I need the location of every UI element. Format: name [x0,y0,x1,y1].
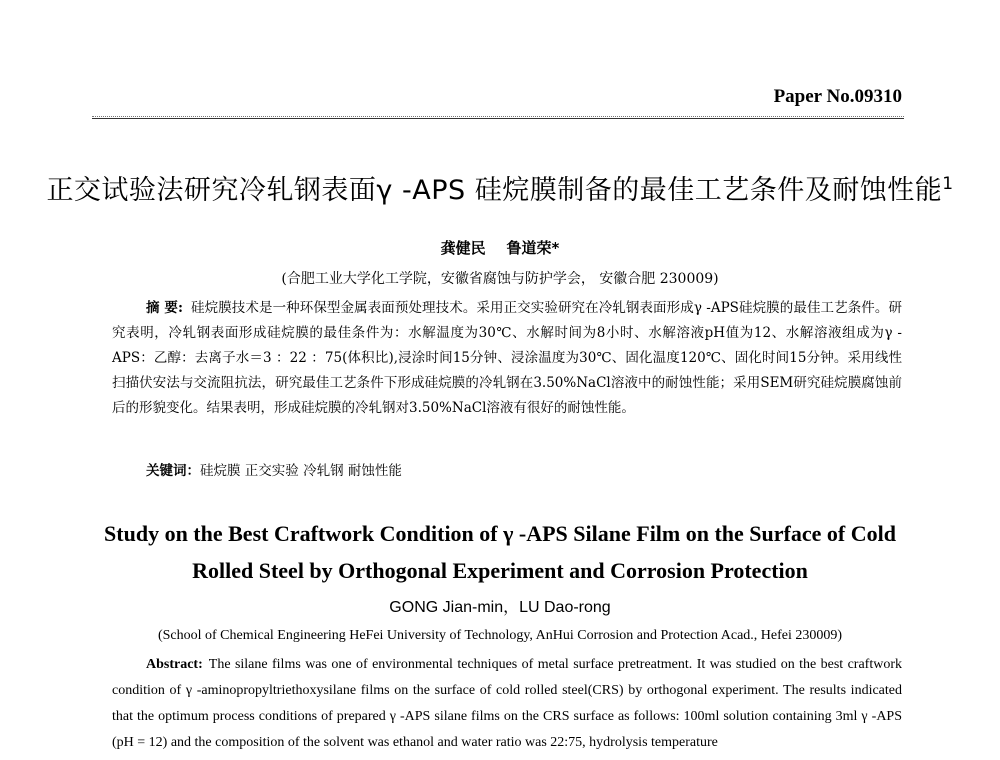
cn-keywords-label: 关键词： [146,463,200,479]
en-authors: GONG Jian-min，LU Dao-rong [389,599,611,616]
cn-abstract-label: 摘 要: [146,300,183,316]
en-title [0,515,1000,589]
en-abstract-label: Abstract: [146,657,203,672]
en-title-line-1: Study on the Best Craftwork Condition of γ -APS Silane Film on the Surface of Cold [104,521,896,546]
cn-keywords-text: 硅烷膜 正交实验 冷轧钢 耐蚀性能 [200,463,402,479]
cn-authors: 龚健民 鲁道荣* [440,239,560,257]
cn-keywords [146,459,402,479]
header-divider [92,118,904,119]
cn-abstract [112,296,902,421]
en-affiliation: (School of Chemical Engineering HeFei University of Technology, AnHui Corrosion and Protection Acad., Hefei 230009) [157,628,843,643]
en-abstract-text: The silane films was one of environmental techniques of metal surface pretreatment. It was studied on the best craftwork condition of γ -aminopropyltriethoxysilane films on the surface of cold rolled steel(CRS) by orthogonal experiment. The results indicated that the optimum process conditions of prepared γ -APS silane films on the CRS surface as follows: 100ml solution containing 3ml γ -APS (pH = 12) and the composition of the solvent was ethanol and water ratio was 22:75, hydrolysis temperature [112,657,902,750]
paper-number: Paper No.09310 [773,86,902,107]
header-divider-dotted [92,116,904,117]
cn-title [0,168,1000,207]
cn-abstract-text: 硅烷膜技术是一种环保型金属表面预处理技术。采用正交实验研究在冷轧钢表面形成γ -APS硅烷膜的最佳工艺条件。研究表明，冷轧钢表面形成硅烷膜的最佳条件为：水解温度为30℃、水解时间为8小时、水解溶液pH值为12、水解溶液组成为γ -APS：乙醇：去离子水＝3 ：22 ：75(体积比),浸涂时间15分钟、浸涂温度为30℃、固化温度120℃、固化时间15分钟。采用线性扫描伏安法与交流阻抗法，研究最佳工艺条件下形成硅烷膜的冷轧钢在3.50%NaCl溶液中的耐蚀性能；采用SEM研究硅烷膜腐蚀前后的形貌变化。结果表明，形成硅烷膜的冷轧钢对3.50%NaCl溶液有很好的耐蚀性能。 [112,300,902,416]
cn-affiliation: (合肥工业大学化工学院，安徽省腐蚀与防护学会， 安徽合肥 230009) [281,271,719,287]
title-footnote-mark: 1 [942,174,954,194]
en-title-line-2: Rolled Steel by Orthogonal Experiment and Corrosion Protection [192,558,808,583]
en-abstract [112,652,902,756]
cn-title-text: 正交试验法研究冷轧钢表面γ -APS 硅烷膜制备的最佳工艺条件及耐蚀性能 [46,175,943,206]
